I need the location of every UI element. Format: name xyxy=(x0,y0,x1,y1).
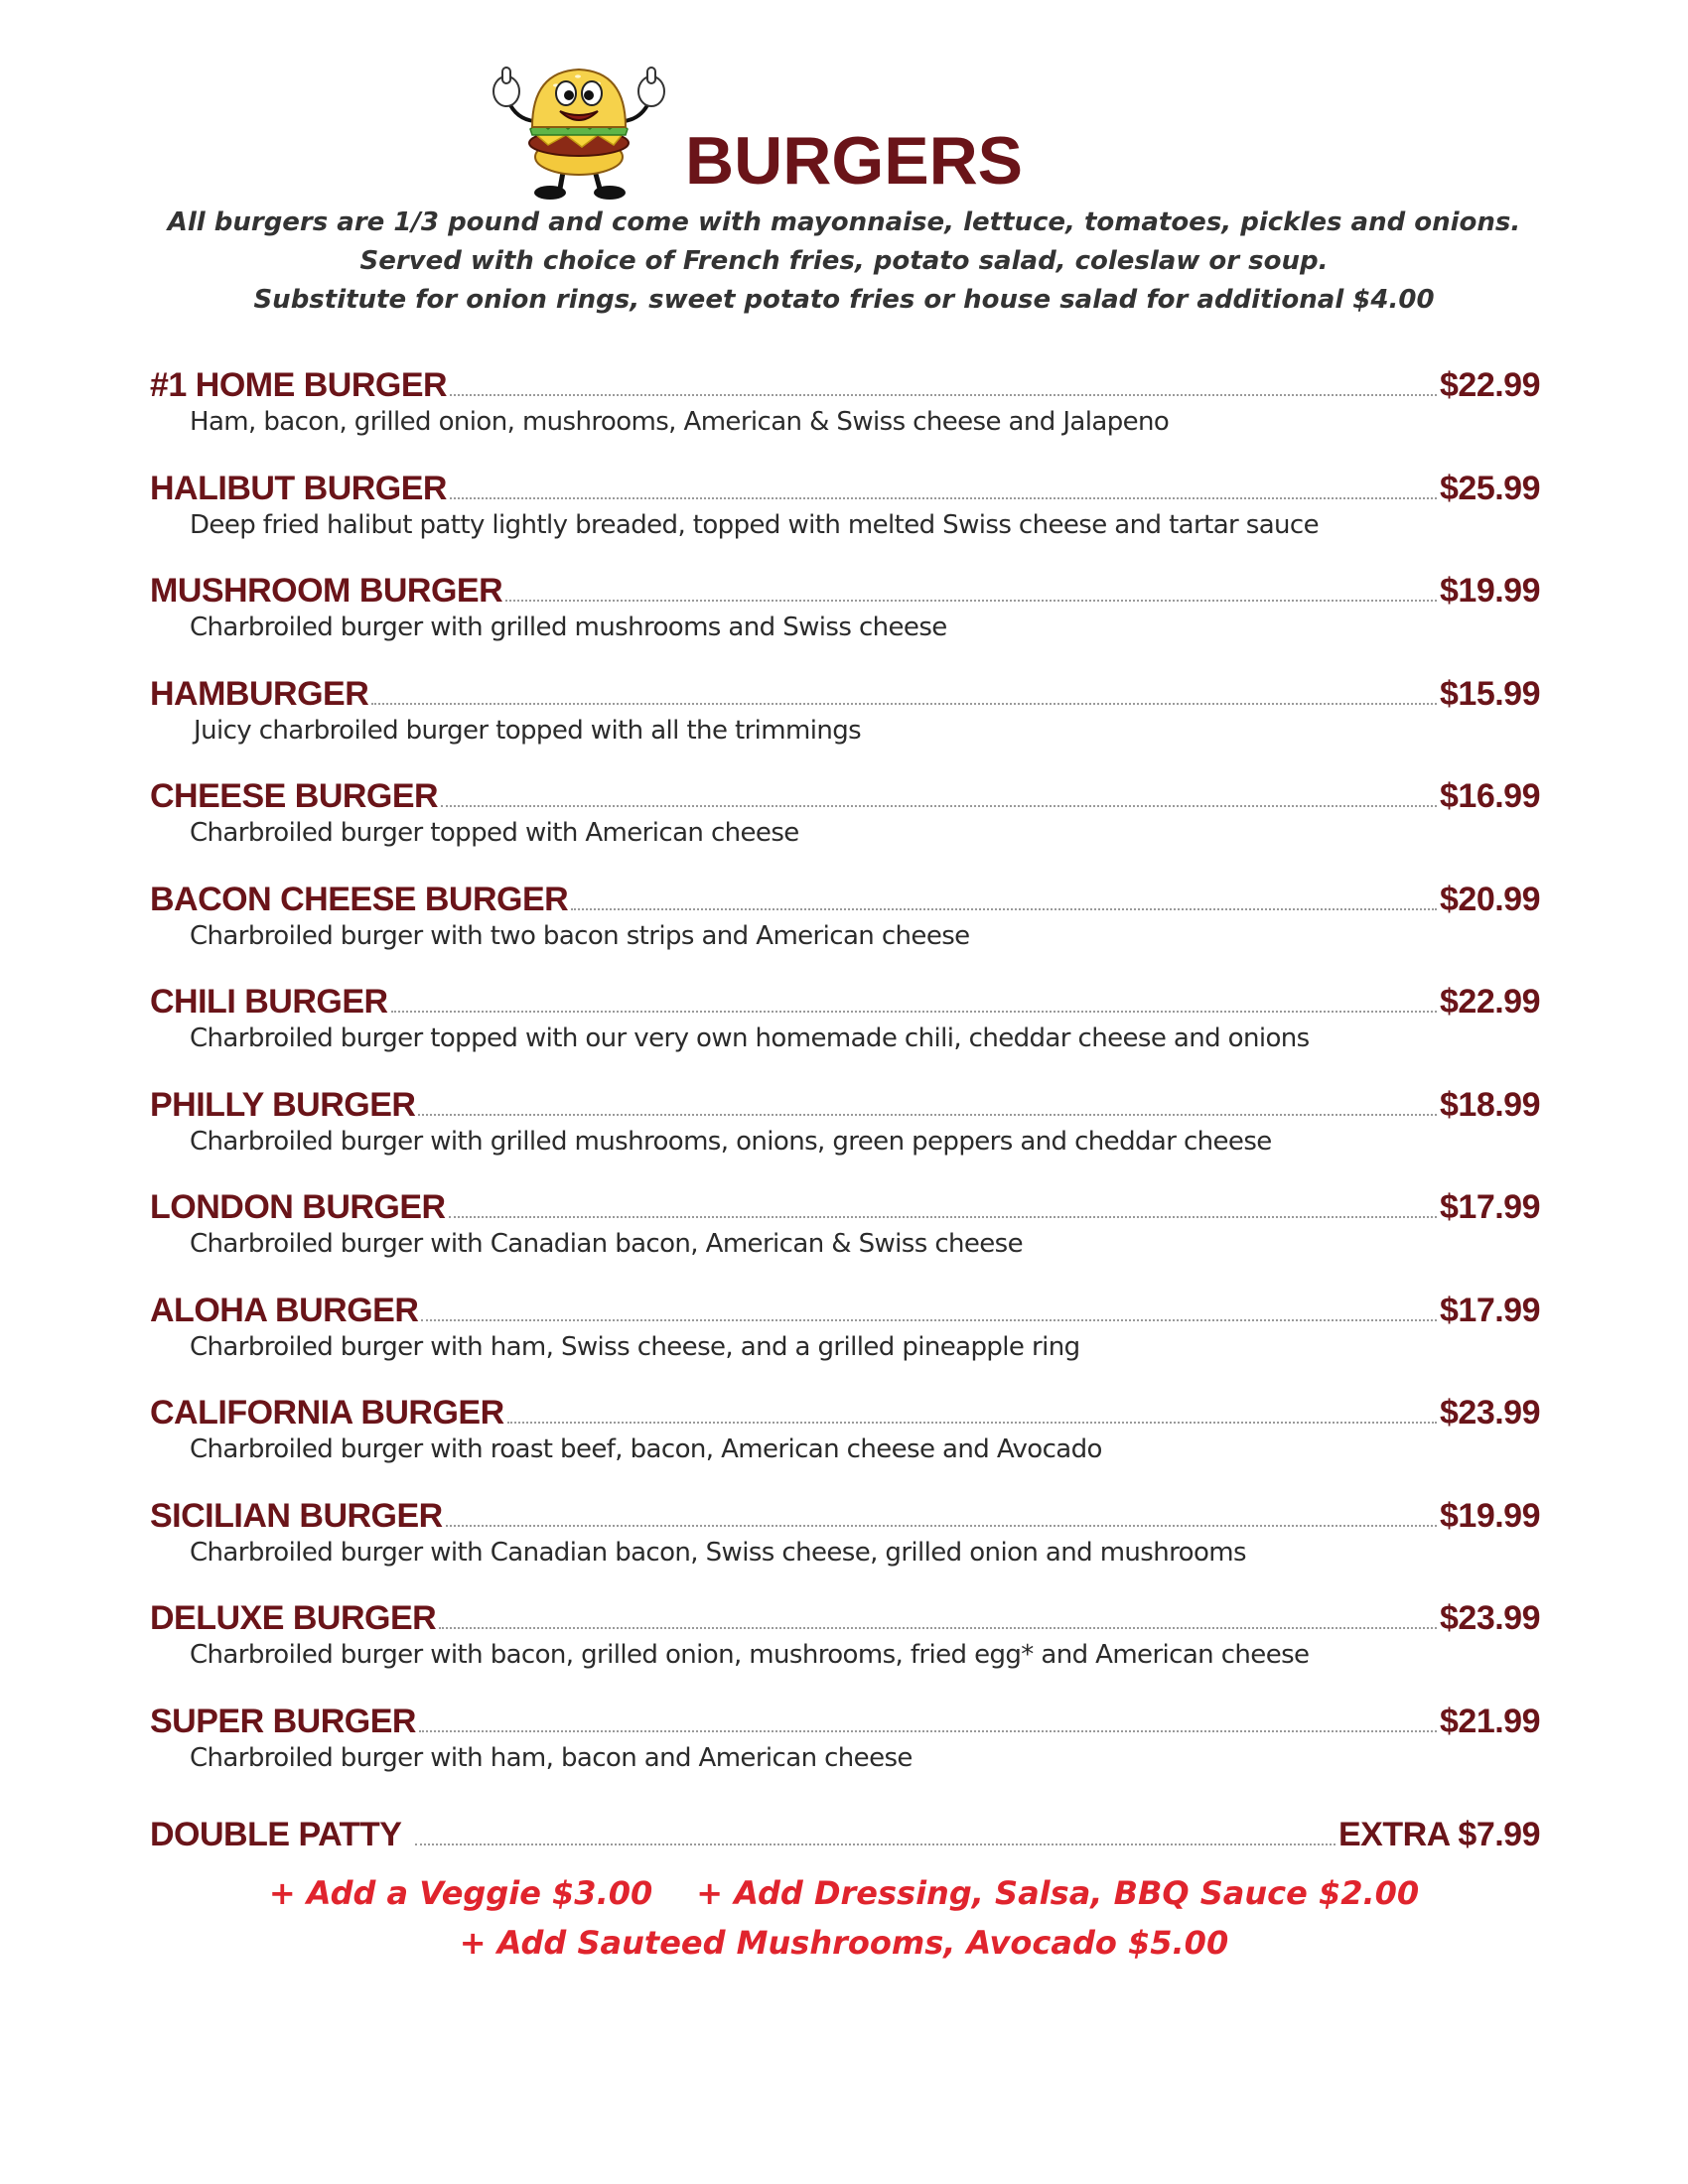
item-price: $17.99 xyxy=(1440,1188,1540,1226)
dotted-leader xyxy=(450,394,1437,396)
dotted-leader xyxy=(450,497,1437,499)
dotted-leader xyxy=(449,1216,1437,1218)
dotted-leader xyxy=(419,1730,1437,1732)
item-description: Charbroiled burger with Canadian bacon, Swiss cheese, grilled onion and mushrooms xyxy=(190,1537,1246,1568)
menu-item xyxy=(150,363,1540,467)
item-price: $16.99 xyxy=(1440,777,1540,815)
item-description: Charbroiled burger with grilled mushrooms and Swiss cheese xyxy=(190,613,947,642)
item-name: HAMBURGER xyxy=(150,674,369,713)
menu-item xyxy=(150,1391,1540,1494)
item-description: Ham, bacon, grilled onion, mushrooms, American & Swiss cheese and Jalapeno xyxy=(190,407,1170,437)
item-price: $19.99 xyxy=(1440,1496,1540,1535)
menu-item xyxy=(150,569,1540,672)
intro-line: Served with choice of French fries, potato salad, coleslaw or soup. xyxy=(359,246,1329,276)
item-name: HALIBUT BURGER xyxy=(150,469,447,507)
menu-item xyxy=(150,878,1540,981)
menu-item xyxy=(150,672,1540,775)
addon-dressing: + Add Dressing, Salsa, BBQ Sauce $2.00 xyxy=(696,1874,1420,1912)
item-price: $15.99 xyxy=(1440,674,1540,713)
item-description: Charbroiled burger with two bacon strips and American cheese xyxy=(190,920,970,951)
menu-item xyxy=(150,1494,1540,1597)
item-name: SUPER BURGER xyxy=(150,1702,416,1740)
dotted-leader xyxy=(418,1114,1437,1116)
item-price: $21.99 xyxy=(1440,1702,1540,1740)
item-name: PHILLY BURGER xyxy=(150,1085,416,1124)
item-name: CALIFORNIA BURGER xyxy=(150,1394,504,1432)
item-description: Charbroiled burger topped with American cheese xyxy=(190,818,799,848)
dotted-leader xyxy=(571,908,1437,910)
menu-item xyxy=(150,1596,1540,1700)
item-price: $18.99 xyxy=(1440,1085,1540,1124)
addon-veggie: + Add a Veggie $3.00 xyxy=(268,1874,653,1912)
burger-mascot-icon xyxy=(487,50,670,204)
menu-item xyxy=(150,1185,1540,1289)
item-price: $22.99 xyxy=(1440,366,1540,404)
dotted-leader xyxy=(371,703,1437,705)
item-name: #1 HOME BURGER xyxy=(150,366,448,404)
intro-line: Substitute for onion rings, sweet potato fries or house salad for additional $4.00 xyxy=(253,285,1435,315)
item-description: Charbroiled burger with ham, bacon and American cheese xyxy=(190,1742,913,1773)
item-description: Charbroiled burger with grilled mushrooms, onions, green peppers and cheddar cheese xyxy=(190,1126,1272,1157)
menu-item xyxy=(150,980,1540,1083)
item-name: LONDON BURGER xyxy=(150,1188,446,1226)
dotted-leader xyxy=(439,1627,1437,1629)
item-description: Charbroiled burger with ham, Swiss cheese, and a grilled pineapple ring xyxy=(190,1331,1080,1362)
intro-line: All burgers are 1/3 pound and come with mayonnaise, lettuce, tomatoes, pickles and onions. xyxy=(167,207,1521,237)
addon-mushrooms: + Add Sauteed Mushrooms, Avocado $5.00 xyxy=(459,1924,1229,1962)
double-patty-label: DOUBLE PATTY xyxy=(150,1816,402,1853)
double-patty-price: EXTRA $7.99 xyxy=(1338,1816,1540,1853)
item-description: Juicy charbroiled burger topped with all the trimmings xyxy=(194,715,862,746)
dotted-leader xyxy=(391,1011,1437,1013)
dotted-leader xyxy=(507,1422,1437,1424)
dotted-leader xyxy=(441,805,1437,807)
burger-list xyxy=(150,363,1540,1802)
menu-item xyxy=(150,467,1540,570)
dotted-leader xyxy=(415,1843,1336,1845)
double-patty-row xyxy=(150,1813,1540,1854)
item-description: Charbroiled burger with bacon, grilled onion, mushrooms, fried egg* and American cheese xyxy=(190,1640,1310,1670)
addons xyxy=(149,1868,1539,1968)
item-description: Charbroiled burger with roast beef, bacon, American cheese and Avocado xyxy=(190,1434,1102,1464)
item-description: Charbroiled burger topped with our very own homemade chili, cheddar cheese and onions xyxy=(190,1024,1310,1053)
menu-item xyxy=(150,1083,1540,1186)
item-price: $22.99 xyxy=(1440,983,1540,1021)
dotted-leader xyxy=(505,600,1437,602)
intro-text xyxy=(149,204,1539,320)
item-name: ALOHA BURGER xyxy=(150,1291,419,1329)
item-price: $19.99 xyxy=(1440,572,1540,610)
item-price: $17.99 xyxy=(1440,1291,1540,1329)
item-name: DELUXE BURGER xyxy=(150,1599,437,1637)
item-description: Charbroiled burger with Canadian bacon, American & Swiss cheese xyxy=(190,1229,1024,1259)
page-title: BURGERS xyxy=(685,123,1024,199)
item-name: CHEESE BURGER xyxy=(150,777,439,815)
item-name: CHILI BURGER xyxy=(150,983,388,1021)
menu-item xyxy=(150,1289,1540,1392)
item-description: Deep fried halibut patty lightly breaded, topped with melted Swiss cheese and tartar sauce xyxy=(190,509,1320,540)
item-name: SICILIAN BURGER xyxy=(150,1496,443,1535)
item-price: $23.99 xyxy=(1440,1394,1540,1432)
item-price: $23.99 xyxy=(1440,1599,1540,1637)
menu-item xyxy=(150,774,1540,878)
menu-item xyxy=(150,1700,1540,1803)
item-name: BACON CHEESE BURGER xyxy=(150,880,569,918)
dotted-leader xyxy=(446,1525,1437,1527)
dotted-leader xyxy=(421,1319,1437,1321)
item-price: $20.99 xyxy=(1440,880,1540,918)
item-name: MUSHROOM BURGER xyxy=(150,572,503,610)
item-price: $25.99 xyxy=(1440,469,1540,507)
